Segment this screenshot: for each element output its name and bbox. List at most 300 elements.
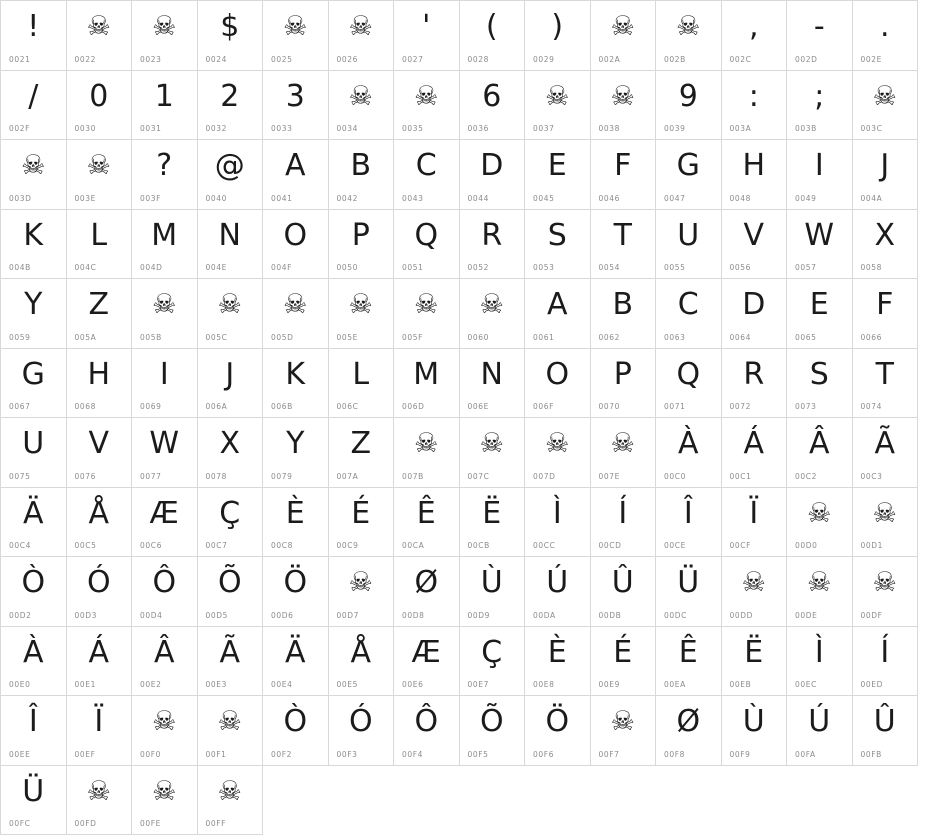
- glyph-codepoint: 00F7: [598, 749, 620, 759]
- glyph-cell[interactable]: [590, 487, 656, 557]
- glyph-cell[interactable]: [852, 279, 918, 349]
- glyph-cell[interactable]: [656, 209, 722, 279]
- glyph-cell[interactable]: [852, 348, 918, 418]
- glyph-codepoint: 00D7: [336, 610, 359, 620]
- glyph-sample: K: [23, 217, 44, 253]
- glyph-codepoint: 00C8: [271, 541, 293, 550]
- glyph-sample: Ü: [677, 565, 700, 600]
- glyph-cell[interactable]: [328, 140, 394, 210]
- glyph-sample: V: [88, 426, 110, 461]
- skull-tofu-glyph: ☠: [610, 80, 635, 112]
- glyph-cell[interactable]: [132, 70, 198, 140]
- glyph-codepoint: 002E: [860, 54, 882, 64]
- glyph-cell[interactable]: [197, 418, 263, 488]
- skull-tofu-glyph: ☠: [414, 289, 439, 320]
- glyph-cell[interactable]: [394, 348, 460, 418]
- glyph-sample: Ï: [94, 704, 104, 739]
- glyph-cell[interactable]: [197, 348, 263, 418]
- glyph-codepoint: 00CC: [533, 541, 556, 550]
- glyph-sample: ': [422, 9, 431, 44]
- glyph-cell[interactable]: [852, 696, 918, 766]
- glyph-cell[interactable]: [525, 696, 591, 766]
- glyph-codepoint: 006E: [467, 402, 489, 411]
- glyph-cell[interactable]: [787, 348, 853, 418]
- glyph-cell[interactable]: [132, 209, 198, 279]
- glyph-codepoint: 00FB: [860, 749, 882, 759]
- glyph-codepoint: 004F: [271, 263, 293, 272]
- glyph-codepoint: 0041: [271, 193, 293, 203]
- glyph-cell[interactable]: [459, 626, 525, 696]
- glyph-codepoint: 0046: [598, 193, 620, 203]
- glyph-sample: P: [351, 217, 370, 253]
- glyph-sample: Ô: [152, 565, 177, 600]
- glyph-cell[interactable]: [525, 418, 591, 488]
- glyph-sample: C: [677, 287, 699, 322]
- character-map-row: [1, 418, 918, 488]
- glyph-codepoint: 006A: [205, 402, 228, 411]
- skull-tofu-glyph: ☠: [86, 11, 111, 42]
- glyph-sample: ?: [156, 148, 173, 183]
- glyph-cell[interactable]: [590, 140, 656, 210]
- glyph-cell[interactable]: [721, 279, 787, 349]
- glyph-cell[interactable]: [132, 418, 198, 488]
- glyph-cell[interactable]: [787, 279, 853, 349]
- glyph-cell[interactable]: [459, 209, 525, 279]
- glyph-sample: Ç: [481, 634, 503, 670]
- skull-tofu-glyph: ☠: [217, 289, 242, 320]
- glyph-codepoint: 00E1: [74, 680, 96, 689]
- glyph-cell[interactable]: [721, 626, 787, 696]
- glyph-cell[interactable]: [525, 209, 591, 279]
- glyph-codepoint: 004B: [9, 263, 31, 272]
- glyph-sample: Ô: [414, 704, 439, 739]
- glyph-cell[interactable]: [66, 209, 132, 279]
- glyph-codepoint: 00C3: [860, 471, 883, 481]
- glyph-cell[interactable]: [66, 70, 132, 140]
- glyph-cell[interactable]: [656, 70, 722, 140]
- skull-tofu-glyph: ☠: [545, 80, 570, 112]
- glyph-sample: C: [415, 148, 437, 183]
- glyph-codepoint: 00DB: [598, 610, 622, 620]
- glyph-sample: M: [413, 356, 440, 392]
- glyph-sample: Ç: [219, 495, 241, 531]
- glyph-cell[interactable]: [132, 487, 198, 557]
- glyph-cell[interactable]: [1, 1, 67, 71]
- skull-tofu-glyph: ☠: [348, 11, 373, 42]
- glyph-cell[interactable]: [590, 70, 656, 140]
- glyph-codepoint: 0050: [336, 263, 358, 272]
- glyph-cell[interactable]: [328, 1, 394, 71]
- glyph-cell[interactable]: [66, 140, 132, 210]
- glyph-codepoint: 007D: [533, 471, 556, 481]
- glyph-cell[interactable]: [525, 348, 591, 418]
- glyph-codepoint: 00DF: [860, 610, 883, 620]
- glyph-codepoint: 00E4: [271, 680, 293, 689]
- glyph-codepoint: 002A: [598, 54, 621, 64]
- glyph-cell[interactable]: [525, 487, 591, 557]
- glyph-cell[interactable]: [656, 348, 722, 418]
- glyph-cell[interactable]: [1, 70, 67, 140]
- glyph-cell[interactable]: [787, 626, 853, 696]
- glyph-cell[interactable]: [1, 209, 67, 279]
- glyph-cell[interactable]: [852, 626, 918, 696]
- glyph-cell[interactable]: [132, 696, 198, 766]
- glyph-cell[interactable]: [656, 626, 722, 696]
- glyph-cell[interactable]: [459, 557, 525, 627]
- glyph-codepoint: 0023: [140, 54, 162, 64]
- glyph-cell[interactable]: [328, 557, 394, 627]
- glyph-cell[interactable]: [328, 70, 394, 140]
- glyph-sample: À: [677, 426, 699, 461]
- glyph-sample: :: [748, 78, 759, 114]
- glyph-cell[interactable]: [656, 696, 722, 766]
- glyph-sample: É: [351, 495, 371, 531]
- glyph-sample: S: [547, 217, 567, 253]
- glyph-sample: N: [218, 217, 241, 253]
- skull-tofu-glyph: ☠: [414, 80, 439, 112]
- glyph-cell[interactable]: [787, 70, 853, 140]
- glyph-cell[interactable]: [1, 140, 67, 210]
- glyph-sample: Y: [286, 426, 305, 461]
- glyph-codepoint: 00CD: [598, 541, 622, 550]
- glyph-sample: Ï: [749, 495, 759, 531]
- glyph-codepoint: 00FE: [140, 819, 161, 828]
- glyph-sample: ): [551, 9, 564, 44]
- glyph-cell[interactable]: [66, 696, 132, 766]
- glyph-codepoint: 0042: [336, 193, 358, 203]
- glyph-cell[interactable]: [1, 557, 67, 627]
- skull-tofu-glyph: ☠: [283, 289, 308, 320]
- glyph-codepoint: 007E: [598, 471, 620, 481]
- glyph-cell[interactable]: [197, 696, 263, 766]
- glyph-cell[interactable]: [787, 1, 853, 71]
- glyph-cell[interactable]: [66, 279, 132, 349]
- glyph-codepoint: 0022: [74, 54, 96, 64]
- glyph-cell[interactable]: [852, 140, 918, 210]
- glyph-codepoint: 0068: [74, 402, 96, 411]
- glyph-cell[interactable]: [394, 696, 460, 766]
- glyph-cell[interactable]: [787, 140, 853, 210]
- glyph-cell[interactable]: [721, 696, 787, 766]
- skull-tofu-glyph: ☠: [348, 567, 373, 598]
- glyph-cell[interactable]: [328, 418, 394, 488]
- glyph-cell[interactable]: [328, 696, 394, 766]
- glyph-cell[interactable]: [263, 140, 329, 210]
- glyph-sample: Î: [28, 704, 38, 739]
- glyph-cell[interactable]: [525, 1, 591, 71]
- glyph-sample: N: [480, 356, 503, 392]
- glyph-cell[interactable]: [656, 279, 722, 349]
- character-map-row: [1, 1, 918, 71]
- glyph-cell[interactable]: [590, 626, 656, 696]
- glyph-cell[interactable]: [263, 418, 329, 488]
- glyph-cell[interactable]: [852, 1, 918, 71]
- glyph-cell[interactable]: [263, 70, 329, 140]
- glyph-sample: (: [485, 9, 498, 44]
- skull-tofu-glyph: ☠: [741, 567, 766, 598]
- glyph-cell[interactable]: [132, 279, 198, 349]
- glyph-cell[interactable]: [263, 696, 329, 766]
- glyph-codepoint: 0037: [533, 124, 555, 133]
- glyph-codepoint: 00D4: [140, 610, 163, 620]
- glyph-cell[interactable]: [394, 418, 460, 488]
- glyph-codepoint: 0043: [402, 193, 424, 203]
- glyph-cell[interactable]: [721, 487, 787, 557]
- glyph-cell[interactable]: [525, 557, 591, 627]
- glyph-cell[interactable]: [197, 70, 263, 140]
- glyph-sample: P: [613, 356, 632, 392]
- glyph-sample: .: [879, 9, 890, 44]
- glyph-cell[interactable]: [394, 487, 460, 557]
- glyph-codepoint: 00DD: [729, 610, 753, 620]
- glyph-cell[interactable]: [590, 279, 656, 349]
- glyph-sample: Ì: [552, 495, 562, 531]
- glyph-cell[interactable]: [787, 418, 853, 488]
- glyph-cell[interactable]: [656, 418, 722, 488]
- glyph-cell[interactable]: [590, 557, 656, 627]
- glyph-cell[interactable]: [852, 557, 918, 627]
- glyph-cell[interactable]: [852, 418, 918, 488]
- glyph-codepoint: 002F: [9, 124, 31, 133]
- glyph-cell[interactable]: [263, 487, 329, 557]
- glyph-cell[interactable]: [459, 696, 525, 766]
- glyph-codepoint: 00CA: [402, 541, 425, 550]
- glyph-sample: O: [545, 356, 570, 392]
- glyph-cell[interactable]: [852, 487, 918, 557]
- glyph-cell[interactable]: [394, 557, 460, 627]
- glyph-cell[interactable]: [328, 487, 394, 557]
- glyph-cell[interactable]: [1, 348, 67, 418]
- glyph-cell[interactable]: [132, 140, 198, 210]
- glyph-codepoint: 0077: [140, 471, 162, 481]
- glyph-cell[interactable]: [394, 70, 460, 140]
- glyph-codepoint: 00F2: [271, 749, 293, 759]
- glyph-cell[interactable]: [721, 418, 787, 488]
- glyph-cell[interactable]: [66, 348, 132, 418]
- glyph-cell[interactable]: [132, 348, 198, 418]
- glyph-cell[interactable]: [721, 1, 787, 71]
- glyph-cell[interactable]: [721, 348, 787, 418]
- glyph-cell[interactable]: [656, 140, 722, 210]
- glyph-codepoint: 003D: [9, 193, 32, 203]
- glyph-sample: Á: [88, 634, 110, 670]
- glyph-cell[interactable]: [197, 279, 263, 349]
- glyph-codepoint: 0033: [271, 124, 293, 133]
- glyph-cell[interactable]: [197, 140, 263, 210]
- glyph-codepoint: 0045: [533, 193, 555, 203]
- glyph-sample: Å: [88, 495, 110, 531]
- character-map-row: [1, 626, 918, 696]
- glyph-codepoint: 0057: [795, 263, 817, 272]
- glyph-cell[interactable]: [328, 209, 394, 279]
- skull-tofu-glyph: ☠: [152, 289, 177, 320]
- glyph-codepoint: 005C: [205, 332, 228, 342]
- glyph-cell[interactable]: [1, 487, 67, 557]
- glyph-sample: Ã: [219, 634, 241, 670]
- glyph-codepoint: 00C6: [140, 541, 162, 550]
- glyph-codepoint: 00DE: [795, 610, 818, 620]
- glyph-codepoint: 0029: [533, 54, 555, 64]
- glyph-codepoint: 007C: [467, 471, 490, 481]
- glyph-codepoint: 00F6: [533, 749, 555, 759]
- glyph-cell[interactable]: [394, 209, 460, 279]
- glyph-cell[interactable]: [459, 279, 525, 349]
- glyph-cell[interactable]: [263, 626, 329, 696]
- glyph-cell[interactable]: [656, 557, 722, 627]
- glyph-codepoint: 00D5: [205, 610, 228, 620]
- glyph-cell[interactable]: [197, 1, 263, 71]
- glyph-cell[interactable]: [394, 140, 460, 210]
- glyph-cell[interactable]: [721, 70, 787, 140]
- glyph-cell[interactable]: [197, 487, 263, 557]
- glyph-cell[interactable]: [590, 696, 656, 766]
- glyph-codepoint: 00C7: [205, 541, 228, 550]
- glyph-sample: E: [547, 148, 567, 183]
- glyph-codepoint: 0070: [598, 402, 620, 411]
- glyph-cell[interactable]: [656, 487, 722, 557]
- glyph-codepoint: 00C1: [729, 471, 752, 481]
- glyph-cell[interactable]: [787, 209, 853, 279]
- glyph-cell[interactable]: [852, 70, 918, 140]
- glyph-cell[interactable]: [263, 557, 329, 627]
- glyph-cell[interactable]: [721, 209, 787, 279]
- glyph-cell[interactable]: [656, 1, 722, 71]
- glyph-codepoint: 0072: [729, 402, 751, 411]
- glyph-sample: Z: [350, 426, 372, 461]
- glyph-codepoint: 00F9: [729, 749, 751, 759]
- glyph-sample: @: [214, 148, 245, 183]
- glyph-cell[interactable]: [459, 418, 525, 488]
- glyph-codepoint: 0063: [664, 332, 686, 342]
- glyph-cell[interactable]: [1, 418, 67, 488]
- glyph-cell[interactable]: [132, 1, 198, 71]
- glyph-cell[interactable]: [66, 418, 132, 488]
- glyph-codepoint: 005B: [140, 332, 162, 342]
- glyph-cell[interactable]: [1, 279, 67, 349]
- glyph-codepoint: 0026: [336, 54, 358, 64]
- glyph-cell[interactable]: [66, 626, 132, 696]
- glyph-codepoint: 0036: [467, 124, 489, 133]
- glyph-cell[interactable]: [459, 1, 525, 71]
- glyph-cell[interactable]: [1, 696, 67, 766]
- glyph-cell[interactable]: [459, 348, 525, 418]
- glyph-codepoint: 00C2: [795, 471, 817, 481]
- glyph-codepoint: 004A: [860, 193, 883, 203]
- glyph-sample: Ê: [416, 495, 436, 531]
- glyph-cell[interactable]: [197, 209, 263, 279]
- glyph-cell[interactable]: [328, 348, 394, 418]
- glyph-codepoint: 00CE: [664, 541, 686, 550]
- glyph-cell[interactable]: [590, 1, 656, 71]
- glyph-codepoint: 00D0: [795, 541, 818, 550]
- glyph-cell[interactable]: [132, 557, 198, 627]
- glyph-cell[interactable]: [525, 70, 591, 140]
- glyph-cell[interactable]: [394, 626, 460, 696]
- glyph-cell[interactable]: [263, 279, 329, 349]
- glyph-sample: -: [813, 9, 825, 44]
- glyph-codepoint: 00D2: [9, 610, 32, 620]
- glyph-sample: V: [743, 217, 765, 253]
- glyph-codepoint: 003C: [860, 124, 883, 133]
- glyph-cell[interactable]: [590, 209, 656, 279]
- glyph-sample: G: [676, 148, 700, 183]
- glyph-codepoint: 002C: [729, 54, 752, 64]
- glyph-sample: Í: [880, 634, 890, 670]
- glyph-codepoint: 00E9: [598, 680, 620, 689]
- glyph-sample: D: [742, 287, 766, 322]
- glyph-cell[interactable]: [394, 279, 460, 349]
- glyph-cell[interactable]: [525, 140, 591, 210]
- glyph-cell[interactable]: [525, 279, 591, 349]
- glyph-sample: M: [151, 217, 178, 253]
- glyph-cell[interactable]: [459, 140, 525, 210]
- glyph-codepoint: 007B: [402, 471, 424, 481]
- glyph-sample: Q: [414, 217, 439, 253]
- glyph-cell[interactable]: [459, 487, 525, 557]
- glyph-cell[interactable]: [263, 348, 329, 418]
- glyph-cell[interactable]: [525, 626, 591, 696]
- glyph-codepoint: 0078: [205, 471, 227, 481]
- glyph-cell[interactable]: [263, 1, 329, 71]
- glyph-cell[interactable]: [66, 1, 132, 71]
- glyph-codepoint: 0030: [74, 124, 96, 133]
- glyph-cell[interactable]: [721, 140, 787, 210]
- glyph-sample: Ü: [22, 773, 45, 809]
- glyph-cell[interactable]: [66, 557, 132, 627]
- glyph-cell[interactable]: [590, 348, 656, 418]
- glyph-cell[interactable]: [66, 487, 132, 557]
- glyph-sample: H: [87, 356, 111, 392]
- glyph-sample: 6: [482, 78, 502, 114]
- character-map-row: [1, 140, 918, 210]
- glyph-codepoint: 0069: [140, 402, 162, 411]
- glyph-cell[interactable]: [1, 626, 67, 696]
- glyph-cell[interactable]: [197, 626, 263, 696]
- glyph-codepoint: 00D9: [467, 610, 490, 620]
- glyph-cell[interactable]: [721, 557, 787, 627]
- glyph-codepoint: 0059: [9, 332, 31, 342]
- glyph-sample: H: [742, 148, 766, 183]
- glyph-cell[interactable]: [394, 1, 460, 71]
- glyph-codepoint: 00F8: [664, 749, 686, 759]
- glyph-cell[interactable]: [132, 626, 198, 696]
- glyph-cell[interactable]: [787, 557, 853, 627]
- glyph-cell[interactable]: [459, 70, 525, 140]
- glyph-cell[interactable]: [852, 209, 918, 279]
- glyph-cell[interactable]: [787, 696, 853, 766]
- glyph-cell[interactable]: [328, 626, 394, 696]
- glyph-codepoint: 0051: [402, 263, 424, 272]
- glyph-sample: Æ: [149, 495, 179, 531]
- glyph-codepoint: 00D1: [860, 541, 883, 550]
- glyph-cell[interactable]: [263, 209, 329, 279]
- glyph-sample: W: [804, 217, 835, 253]
- glyph-codepoint: 0071: [664, 402, 686, 411]
- glyph-codepoint: 0031: [140, 124, 162, 133]
- glyph-sample: È: [547, 634, 567, 670]
- glyph-codepoint: 0053: [533, 263, 555, 272]
- glyph-cell[interactable]: [787, 487, 853, 557]
- glyph-cell[interactable]: [328, 279, 394, 349]
- glyph-cell[interactable]: [197, 557, 263, 627]
- glyph-cell[interactable]: [590, 418, 656, 488]
- skull-tofu-glyph: ☠: [21, 150, 46, 181]
- glyph-codepoint: 0074: [860, 402, 882, 411]
- glyph-codepoint: 00F5: [467, 749, 489, 759]
- glyph-codepoint: 00E6: [402, 680, 424, 689]
- glyph-sample: /: [28, 78, 39, 114]
- glyph-codepoint: 00FC: [9, 819, 31, 828]
